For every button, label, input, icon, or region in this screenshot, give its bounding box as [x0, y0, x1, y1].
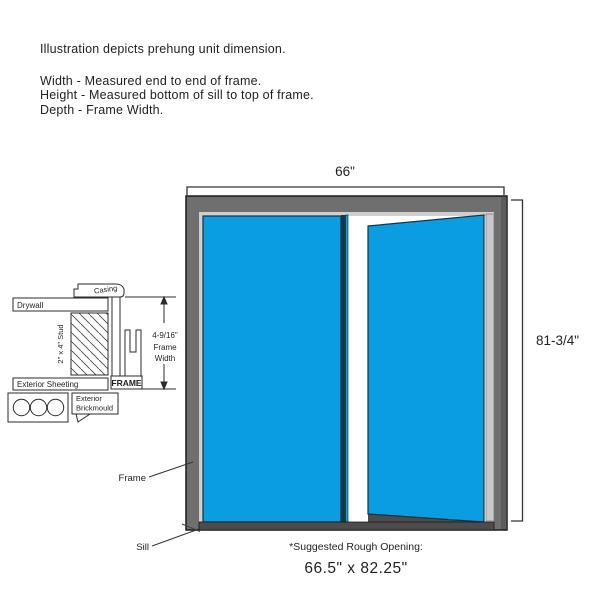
sill-callout-label: Sill — [136, 542, 149, 553]
jamb-strip-right — [486, 214, 494, 521]
height-dimension-value: 81-3/4" — [536, 333, 580, 348]
stud-box-hatch — [71, 313, 108, 375]
frame-callout-label: Frame — [118, 473, 146, 484]
depth-dimension-label2: Width — [154, 354, 176, 363]
left-door-edge-shadow — [341, 215, 346, 522]
depth-dimension-label1: Frame — [153, 343, 177, 352]
rough-opening-size: 66.5" x 82.25" — [304, 560, 408, 577]
frame-jamb-board — [112, 297, 120, 389]
door-frame-side-shade — [501, 197, 507, 529]
depth-dimension-value: 4-9/16" — [152, 331, 178, 340]
left-door-panel — [203, 216, 341, 522]
right-door-panel — [368, 215, 484, 522]
depth-arrowhead-down — [161, 382, 167, 389]
brickmould-label-line1: Exterior — [76, 394, 102, 403]
intro-line-depth: Depth - Frame Width. — [40, 102, 164, 117]
exterior-sheeting-label: Exterior Sheeting — [17, 380, 79, 389]
intro-line-title: Illustration depicts prehung unit dimension. — [40, 42, 286, 56]
brickmould-label-line2: Brickmould — [76, 403, 114, 413]
jamb-strip-left — [199, 212, 203, 522]
brickmould-circle-3 — [47, 399, 63, 415]
brickmould-circle-1 — [13, 399, 29, 415]
width-dimension-line — [187, 187, 504, 195]
frame-section-label: FRAME — [111, 378, 142, 388]
door-unit — [182, 196, 507, 532]
sill-leader-line — [152, 529, 199, 546]
sill-bar — [199, 522, 494, 530]
rough-opening-note: *Suggested Rough Opening: — [289, 541, 423, 553]
height-dimension-line — [511, 200, 523, 521]
brickmould-label-tail — [76, 414, 90, 422]
drywall-label: Drywall — [17, 301, 44, 310]
width-dimension-value: 66" — [335, 164, 355, 179]
left-door-edge-face — [346, 215, 349, 522]
intro-line-width: Width - Measured end to end of frame. — [40, 73, 262, 88]
intro-line-height: Height - Measured bottom of sill to top of frame. — [40, 88, 314, 102]
brickmould-circle-2 — [30, 399, 46, 415]
casing-label: Casing — [93, 283, 118, 296]
stud-label: 2" x 4" Stud — [56, 324, 65, 364]
depth-arrowhead-up — [161, 297, 167, 304]
